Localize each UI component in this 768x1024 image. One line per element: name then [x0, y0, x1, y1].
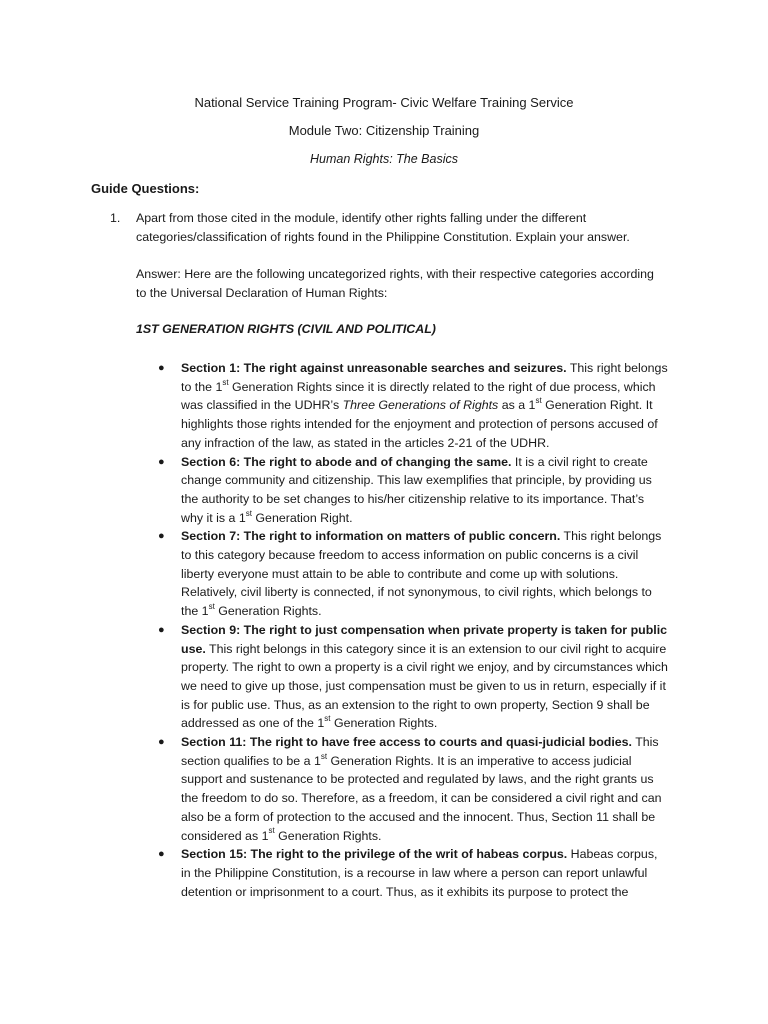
- guide-questions-heading: Guide Questions:: [91, 181, 200, 196]
- ordinal-suffix: st: [268, 826, 275, 836]
- ordinal-suffix: st: [245, 508, 252, 518]
- section-text: Habeas corpus, in the Philippine Constitution, is a recourse in law where a person can report unlawful detention or imprisonment to a court. Thus, as it exhibits its purpose to protect the: [181, 847, 658, 899]
- list-item: [158, 527, 668, 621]
- list-item: [158, 845, 668, 901]
- section-heading: Section 9: The right to just compensation when private property is taken for public use.: [181, 622, 668, 656]
- section-text: Generation Rights.: [330, 716, 438, 731]
- section-heading: Section 7: The right to information on matters of public concern.: [181, 529, 561, 544]
- list-item: [158, 453, 668, 528]
- section-text: This right belongs to the 1: [181, 361, 668, 394]
- bullet-icon: ●: [158, 736, 165, 749]
- ordinal-suffix: st: [324, 714, 331, 724]
- section-text: Generation Rights. It is an imperative to access judicial support and sustenance to be protected and regulated by laws, and the right grants us the freedom to do so. Therefore, as a freedom, it can be considered a civil right and can also be a form of protection to the accused and the innocent. Thus, Section 11 shall be considered as 1: [181, 753, 662, 843]
- section-text: Generation Right.: [251, 510, 353, 525]
- bullet-icon: ●: [158, 623, 165, 636]
- module-title: Module Two: Citizenship Training: [288, 123, 480, 138]
- section-text: This right belongs in this category since it is an extension to our civil right to acquire property. The right to own a property is a civil right we enjoy, and by circumstances which we need to give up those, just compensation must be given to us in return, especially if it is for public use. Thus, as an extension to the right to own property, Section 9 shall be addressed as one of the 1: [181, 641, 668, 731]
- module-subtitle: Human Rights: The Basics: [310, 152, 458, 166]
- question-text: Apart from those cited in the module, identify other rights falling under the different categories/classification of rights found in the Philippine Constitution. Explain your answer.: [136, 211, 630, 244]
- question-number: 1.: [110, 211, 121, 225]
- bullet-icon: ●: [158, 455, 165, 468]
- section-heading: Section 6: The right to abode and of changing the same.: [181, 454, 512, 469]
- section-heading: Section 11: The right to have free access to courts and quasi-judicial bodies.: [181, 735, 632, 750]
- bullet-icon: ●: [158, 362, 165, 374]
- bullet-icon: ●: [158, 530, 165, 543]
- ordinal-suffix: st: [208, 602, 215, 612]
- section-text: Generation Rights.: [274, 828, 382, 843]
- section-text: Generation Rights since it is directly related to the right of due process, which was classified in the UDHR’s: [181, 379, 656, 413]
- document-title: National Service Training Program- Civic Welfare Training Service: [194, 95, 574, 110]
- category-heading: 1ST GENERATION RIGHTS (CIVIL AND POLITICAL): [136, 322, 436, 336]
- section-text: as a 1: [498, 398, 536, 413]
- section-heading: Section 15: The right to the privilege of the writ of habeas corpus.: [181, 847, 568, 862]
- list-item: [158, 733, 668, 845]
- sections-list: [158, 359, 668, 901]
- section-text: Generation Rights.: [214, 604, 322, 619]
- list-item: [158, 359, 668, 453]
- ordinal-suffix: st: [320, 751, 328, 761]
- section-heading: Section 1: The right against unreasonable searches and seizures.: [181, 361, 567, 375]
- section-text: This section qualifies to be a 1: [181, 735, 659, 768]
- section-text: Generation Right. It highlights those rights intended for the enjoyment and protection of persons accused of any infraction of the law, as stated in the articles 2-21 of the UDHR.: [181, 398, 658, 450]
- ordinal-suffix: st: [535, 396, 542, 406]
- ordinal-suffix: st: [222, 377, 229, 387]
- section-text: This right belongs to this category because freedom to access information on public concerns is a civil liberty everyone must attain to be able to contribute and come up with solutions. Relatively, civil liberty is connected, if not synonymous, to civil rights, which belongs to the 1: [181, 529, 662, 619]
- section-text-italic: Three Generations of Rights: [342, 398, 499, 413]
- list-item: [158, 621, 668, 733]
- bullet-icon: ●: [158, 848, 165, 861]
- answer-intro: Answer: Here are the following uncategorized rights, with their respective categories according to the Universal Declaration of Human Rights:: [136, 267, 654, 300]
- section-text: It is a civil right to create change community and citizenship. This law exemplifies that principle, by providing us the authority to be set changes to his/her citizenship relative to its importance. That’s why it is a 1: [181, 454, 652, 525]
